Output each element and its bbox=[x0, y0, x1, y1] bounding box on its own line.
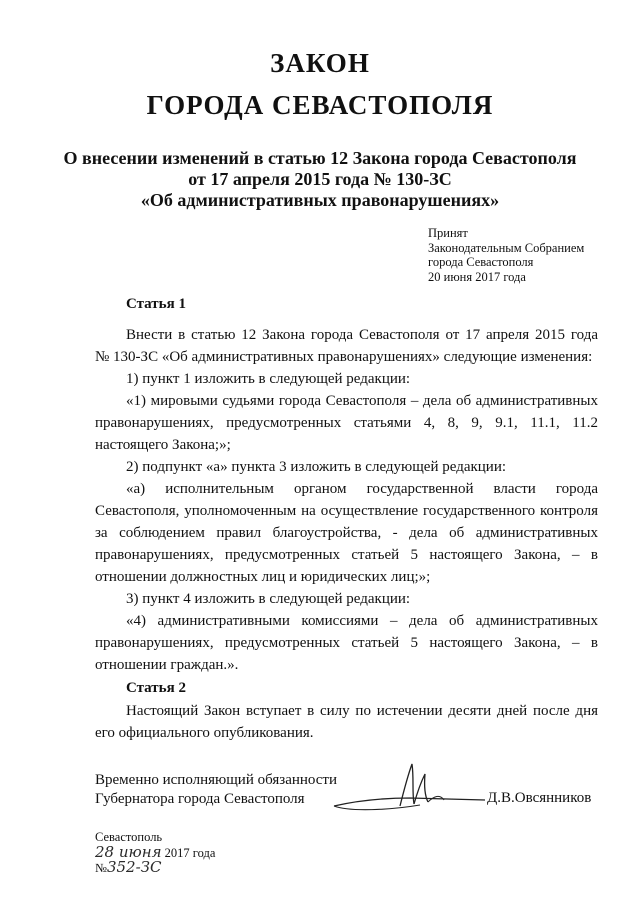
text-line: правонарушениях, предусмотренных статьей 5 настоящего Закона, – в bbox=[95, 635, 598, 651]
article-2-heading: Статья 2 bbox=[126, 680, 186, 696]
law-title: ЗАКОН bbox=[270, 48, 370, 78]
handwritten-signature bbox=[330, 760, 490, 815]
text-line: 1) пункт 1 изложить в следующей редакции: bbox=[126, 371, 411, 387]
adoption-line: Законодательным Собранием bbox=[428, 240, 585, 255]
text-line: «1) мировыми судьями города Севастополя – дела об административных bbox=[126, 393, 598, 409]
subtitle-line: О внесении изменений в статью 12 Закона города Севастополя bbox=[63, 148, 577, 168]
adoption-note bbox=[428, 226, 584, 284]
text-line: «4) административными комиссиями – дела об административных bbox=[126, 613, 598, 629]
handwritten-date: 28 июня bbox=[95, 843, 162, 861]
text-line: Внести в статью 12 Закона города Севастополя от 17 апреля 2015 года bbox=[126, 327, 598, 343]
position-line: Временно исполняющий обязанности bbox=[95, 772, 338, 788]
text-line: 2) подпункт «а» пункта 3 изложить в следующей редакции: bbox=[126, 459, 507, 475]
signatory-position bbox=[95, 771, 337, 809]
text-line: Настоящий Закон вступает в силу по истечении десяти дней после дня bbox=[126, 703, 598, 719]
signatory-name: Д.В.Овсянников bbox=[487, 790, 592, 806]
printed-year: 2017 года bbox=[164, 846, 216, 860]
adoption-line: Принят bbox=[428, 226, 468, 240]
text-line: Севастополя, уполномоченным на осуществление государственного контроля bbox=[95, 503, 598, 519]
law-issuer: ГОРОДА СЕВАСТОПОЛЯ bbox=[146, 90, 494, 120]
text-line: «а) исполнительным органом государственной власти города bbox=[126, 481, 598, 497]
text-line: 3) пункт 4 изложить в следующей редакции: bbox=[126, 591, 411, 607]
article-1-heading: Статья 1 bbox=[126, 296, 186, 312]
text-line: № 130-ЗС «Об административных правонарушениях» следующие изменения: bbox=[95, 349, 593, 365]
adoption-line: 20 июня 2017 года bbox=[428, 269, 526, 284]
signing-details bbox=[95, 830, 215, 875]
text-line: за соблюдением правил благоустройства, - дела об административных bbox=[95, 525, 598, 541]
subtitle-line: «Об административных правонарушениях» bbox=[140, 190, 500, 210]
number-sign: № bbox=[95, 861, 107, 875]
text-line: настоящего Закона;»; bbox=[95, 437, 231, 453]
adoption-line: города Севастополя bbox=[428, 255, 534, 269]
text-line: его официального опубликования. bbox=[95, 725, 314, 741]
text-line: правонарушениях, предусмотренных статьей 5 настоящего Закона, – в bbox=[95, 547, 598, 563]
article-2-paragraph bbox=[95, 700, 598, 744]
text-line: отношении должностных лиц и юридических лиц;»; bbox=[95, 569, 431, 585]
text-line: правонарушениях, предусмотренных статьями 4, 8, 9, 9.1, 11.1, 11.2 bbox=[95, 415, 598, 431]
subtitle-line: от 17 апреля 2015 года № 130-ЗС bbox=[188, 169, 452, 189]
article-1-paragraph bbox=[95, 324, 598, 676]
law-number bbox=[95, 860, 215, 875]
handwritten-number: 352-ЗС bbox=[106, 858, 162, 876]
position-line: Губернатора города Севастополя bbox=[95, 791, 305, 807]
signing-city: Севастополь bbox=[95, 830, 163, 844]
law-subtitle bbox=[0, 148, 640, 211]
text-line: отношении граждан.». bbox=[95, 657, 239, 673]
